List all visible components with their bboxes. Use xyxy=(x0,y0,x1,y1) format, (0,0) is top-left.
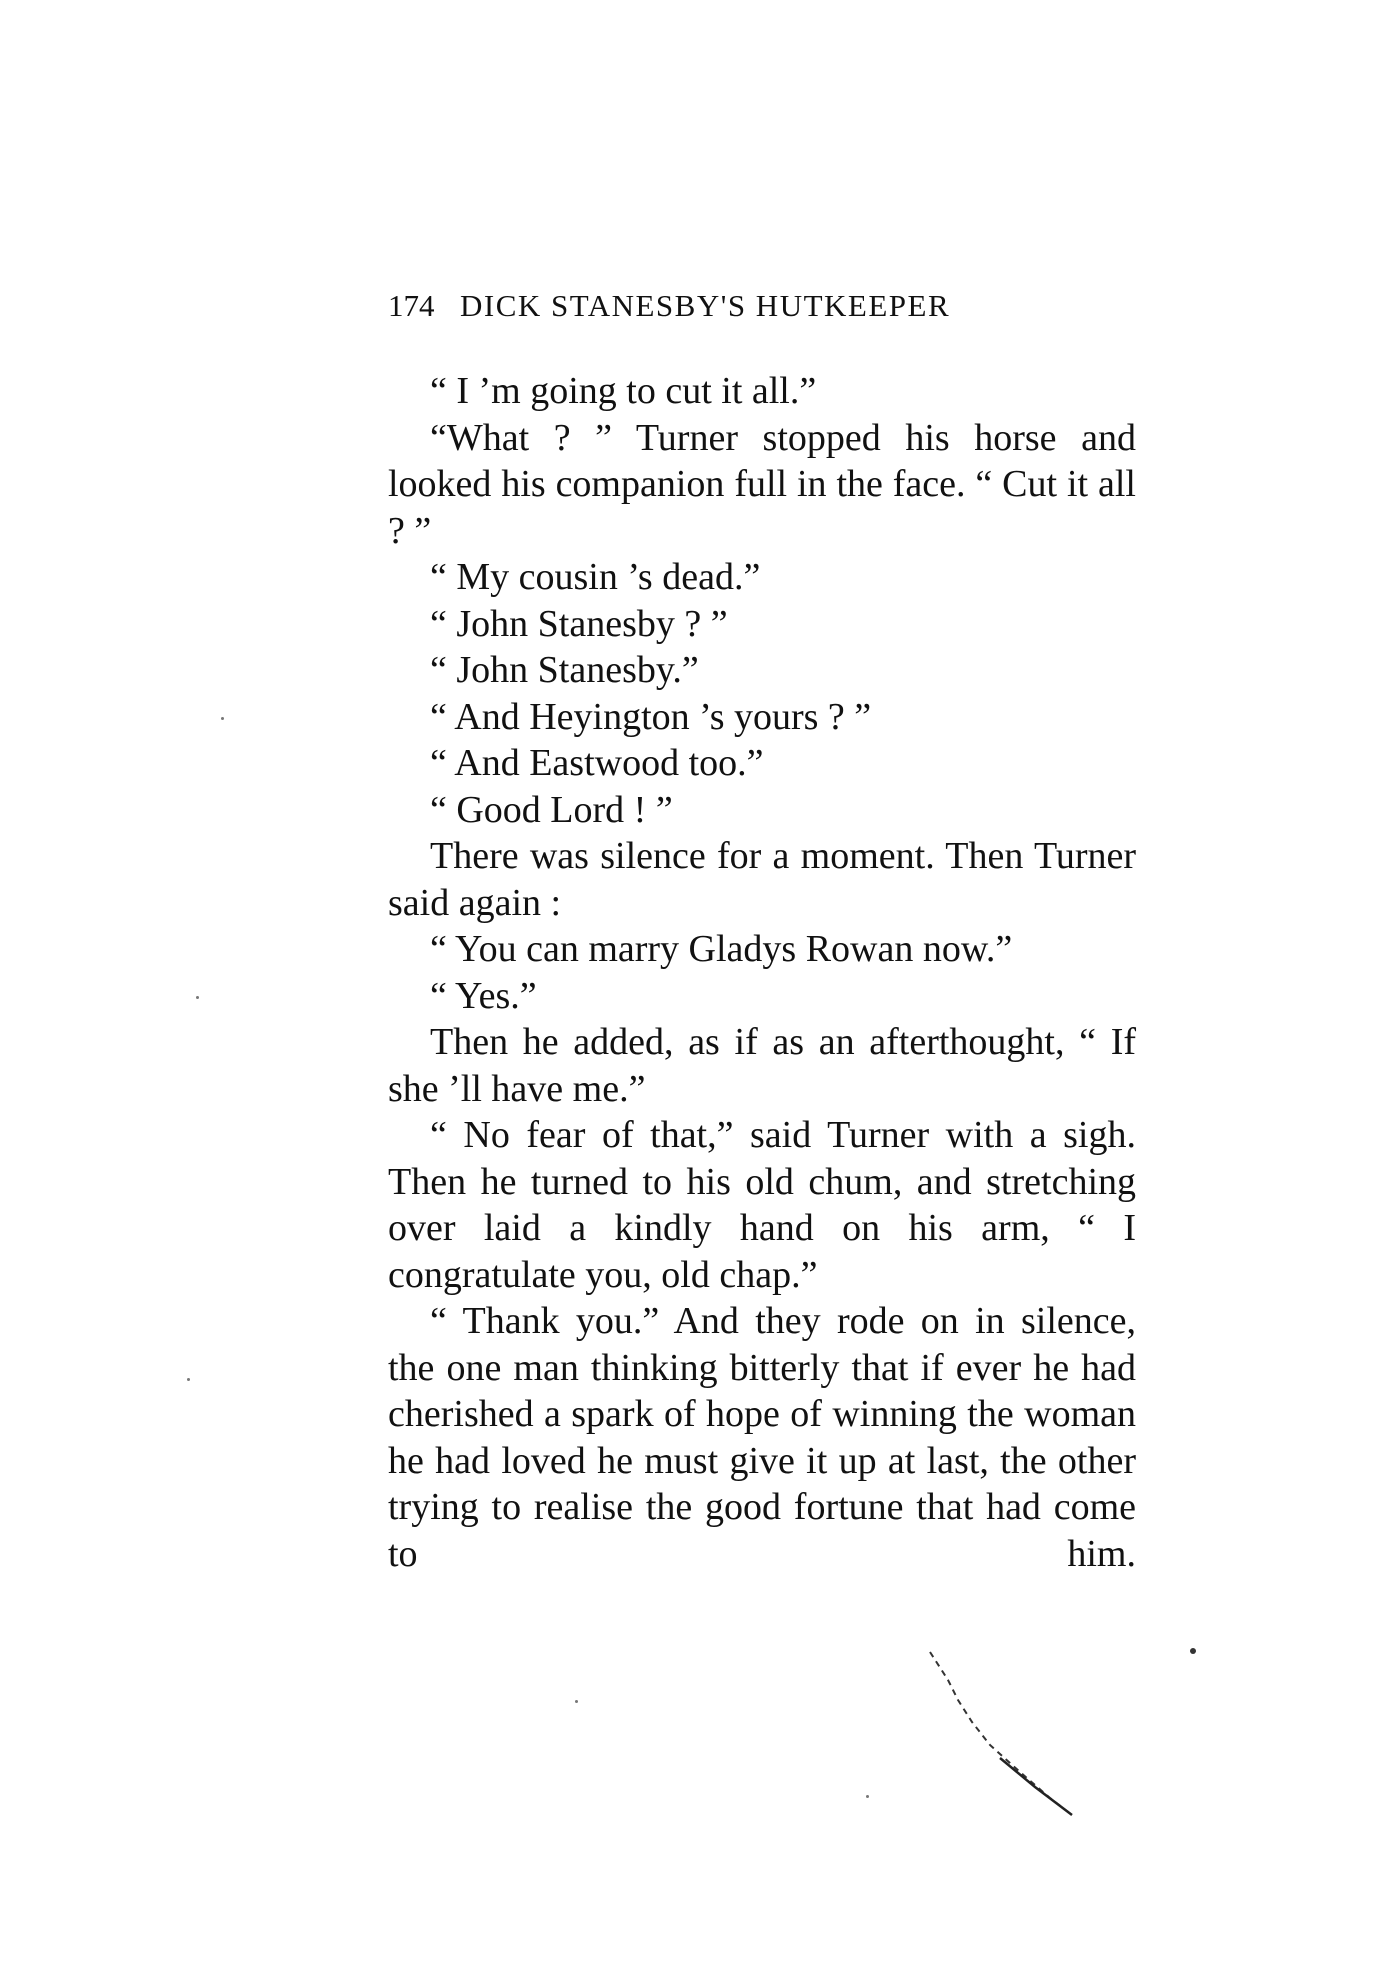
paragraph-8: “ Good Lord ! ” xyxy=(430,788,673,831)
paragraph-13: “ No fear of that,” said Turner with a sigh. Then he turned to his old chum, and stretching over laid a kindly hand on his arm, “ I congratulate you, old chap.” xyxy=(388,1114,1136,1296)
page-number: 174 xyxy=(388,288,435,323)
paragraph-14: “ Thank you.” And they rode on in silence, the one man thinking bitterly that if ever he had cherished a spark of hope of winning the woman he had loved he must give it up at last, the other trying to realise the good fortune that had come to him. xyxy=(388,1300,1136,1575)
paragraph-1: “ I ’m going to cut it all.” xyxy=(430,370,817,412)
paragraph-12: Then he added, as if as an afterthought, “ If she ’ll have me.” xyxy=(388,1021,1136,1110)
paragraph-10: “ You can marry Gladys Rowan now.” xyxy=(430,928,1013,970)
paragraph-2: “What ? ” Turner stopped his horse and looked his companion full in the face. “ Cut it all ? ” xyxy=(388,416,1136,552)
running-title: DICK STANESBY'S HUTKEEPER xyxy=(460,288,951,323)
paragraph-6: “ And Heyington ’s yours ? ” xyxy=(430,695,872,738)
paragraph-4: “ John Stanesby ? ” xyxy=(430,602,728,645)
paragraph-9: There was silence for a moment. Then Turner said again : xyxy=(388,835,1136,924)
paragraph-7: “ And Eastwood too.” xyxy=(430,742,764,784)
paragraph-3: “ My cousin ’s dead.” xyxy=(430,556,761,598)
paragraph-5: “ John Stanesby.” xyxy=(430,649,699,691)
paragraph-11: “ Yes.” xyxy=(430,974,537,1017)
